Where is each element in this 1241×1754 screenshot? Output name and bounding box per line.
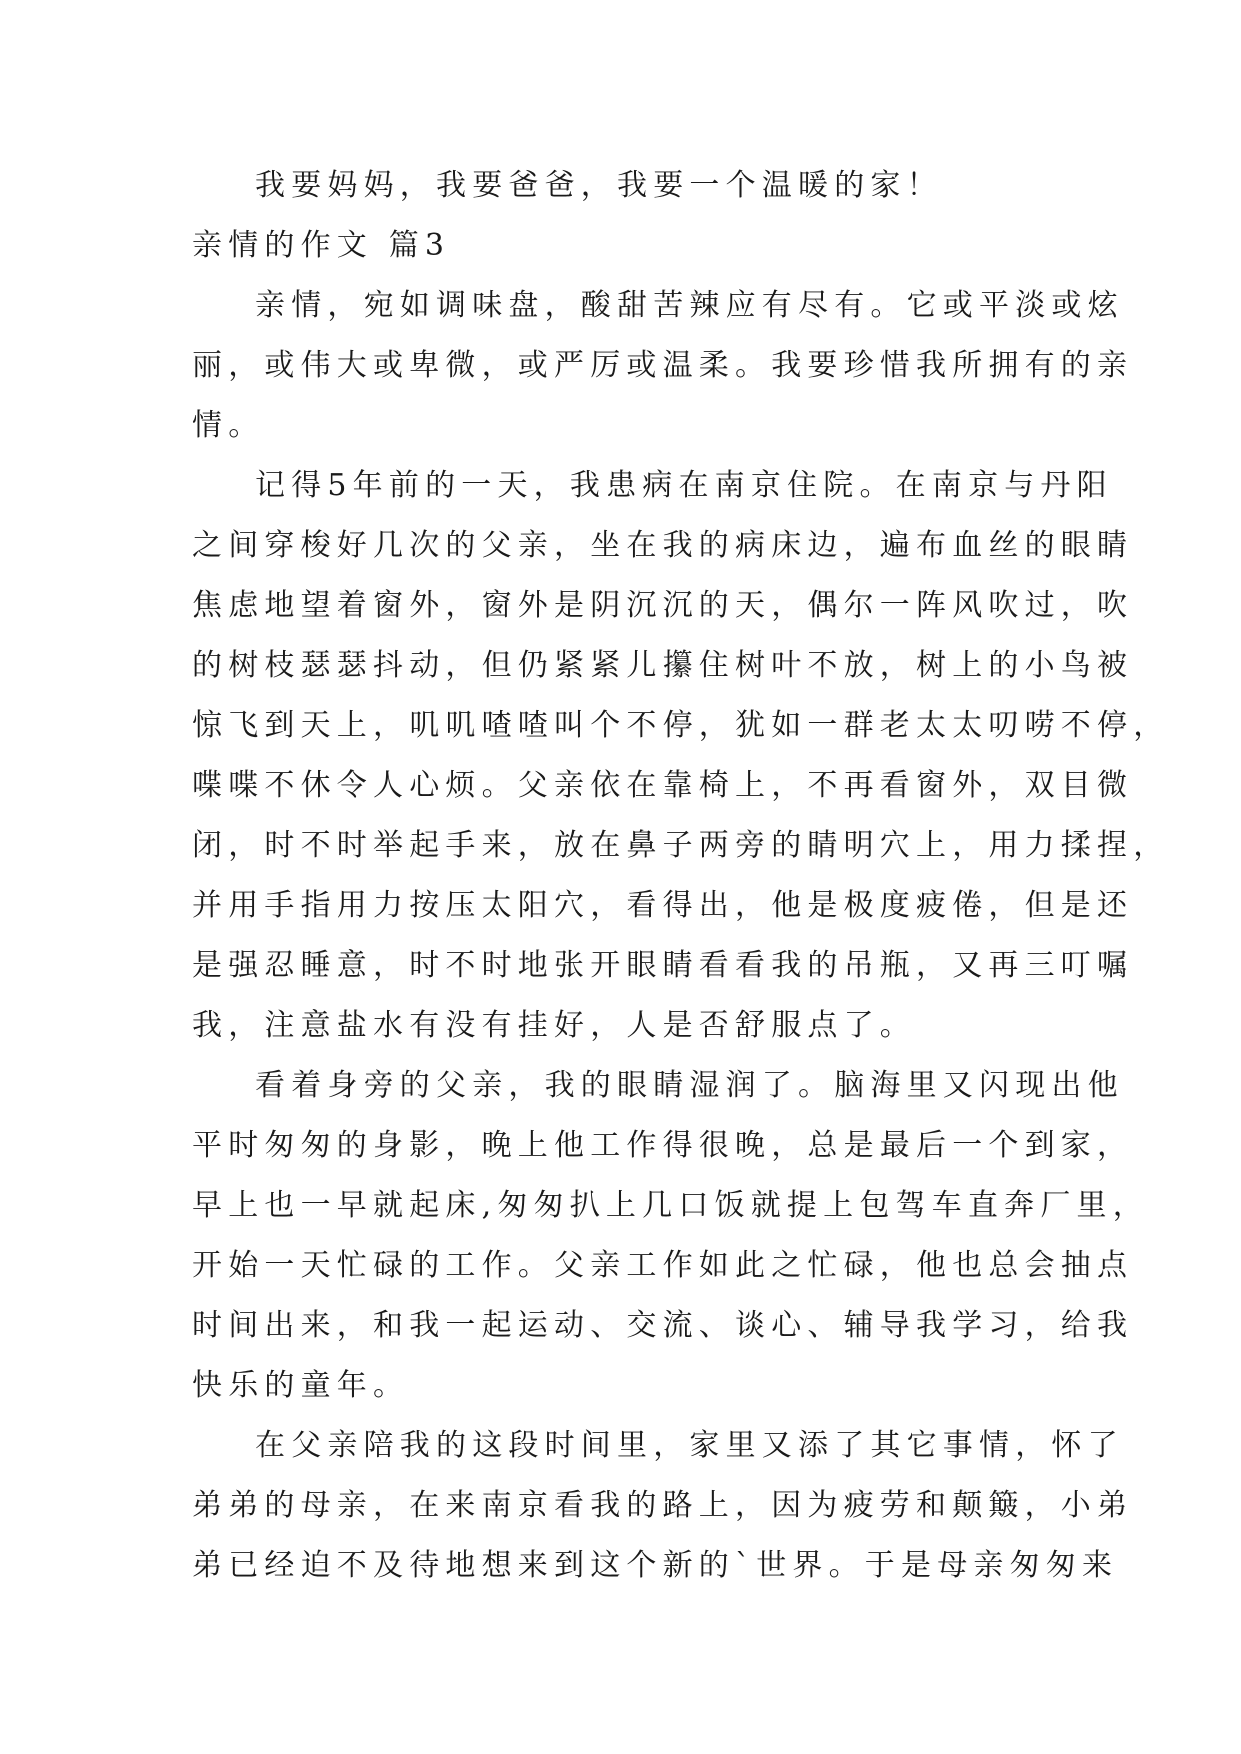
text-line: 早上也一早就起床,匆匆扒上几口饭就提上包驾车直奔厂里， — [192, 1188, 1149, 1223]
text-line: 闭，时不时举起手来，放在鼻子两旁的睛明穴上，用力揉捏， — [192, 828, 1170, 863]
text-line: 平时匆匆的身影，晚上他工作得很晚，总是最后一个到家， — [192, 1128, 1134, 1163]
text-line: 是强忍睡意，时不时地张开眼睛看看我的吊瓶，又再三叮嘱 — [192, 948, 1134, 983]
text-line: 惊飞到天上，叽叽喳喳叫个不停，犹如一群老太太叨唠不停， — [192, 708, 1170, 743]
text-line: 之间穿梭好几次的父亲，坐在我的病床边，遍布血丝的眼睛 — [192, 528, 1134, 563]
text-line: 弟弟的母亲，在来南京看我的路上，因为疲劳和颠簸，小弟 — [192, 1488, 1134, 1523]
text-line: 弟已经迫不及待地想来到这个新的`世界。于是母亲匆匆来 — [192, 1548, 1119, 1583]
text-line: 看着身旁的父亲，我的眼睛湿润了。脑海里又闪现出他 — [255, 1068, 1124, 1103]
text-line: 并用手指用力按压太阳穴，看得出，他是极度疲倦，但是还 — [192, 888, 1134, 923]
text-line: 在父亲陪我的这段时间里，家里又添了其它事情，怀了 — [255, 1428, 1124, 1463]
text-line: 快乐的童年。 — [192, 1368, 410, 1403]
text-line: 焦虑地望着窗外，窗外是阴沉沉的天，偶尔一阵风吹过，吹 — [192, 588, 1134, 623]
text-line: 开始一天忙碌的工作。父亲工作如此之忙碌，他也总会抽点 — [192, 1248, 1134, 1283]
text-line: 时间出来，和我一起运动、交流、谈心、辅导我学习，给我 — [192, 1308, 1134, 1343]
text-line: 情。 — [192, 408, 265, 443]
text-line: 喋喋不休令人心烦。父亲依在靠椅上，不再看窗外，双目微 — [192, 768, 1134, 803]
text-line: 的树枝瑟瑟抖动，但仍紧紧儿攥住树叶不放，树上的小鸟被 — [192, 648, 1134, 683]
text-line: 我要妈妈，我要爸爸，我要一个温暖的家！ — [255, 168, 943, 203]
text-line: 亲情，宛如调味盘，酸甜苦辣应有尽有。它或平淡或炫 — [255, 288, 1124, 323]
text-line: 记得5年前的一天，我患病在南京住院。在南京与丹阳 — [255, 468, 1113, 503]
section-heading: 亲情的作文 篇3 — [192, 228, 451, 263]
text-line: 丽，或伟大或卑微，或严厉或温柔。我要珍惜我所拥有的亲 — [192, 348, 1134, 383]
text-line: 我，注意盐水有没有挂好，人是否舒服点了。 — [192, 1008, 916, 1043]
